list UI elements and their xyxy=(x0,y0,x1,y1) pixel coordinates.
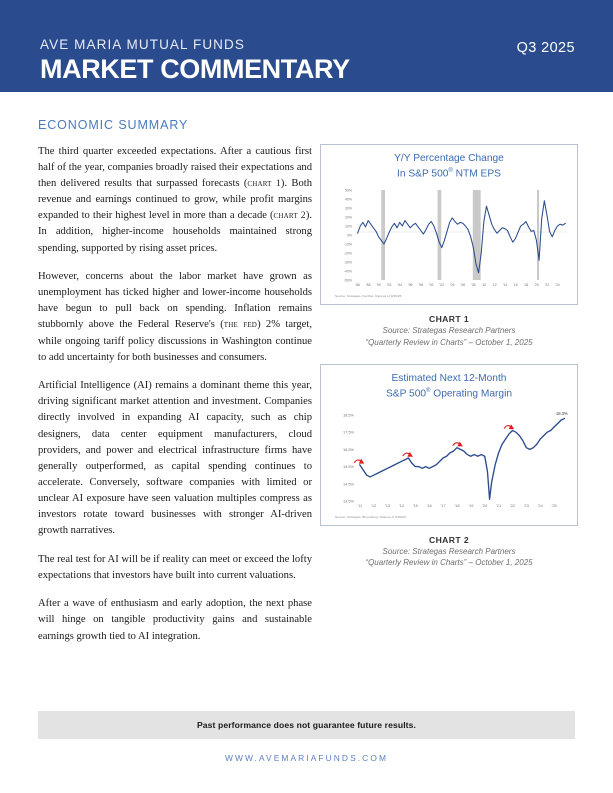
y-tick-label: -20% xyxy=(343,251,352,256)
disclaimer-bar xyxy=(38,711,575,739)
paragraph-1: The third quarter exceeded expectations. After a cautious first half of the year, companies broadly raised their expectations and then delivered results that surpassed forecasts (chart 1). Both revenue and earnings continued to grow, while profit margins expanded to their highest level in more than a decade (chart 2). In addition, higher-income households maintained strong spending, supported by rising asset prices. xyxy=(38,146,312,254)
page-title: MARKET COMMENTARY xyxy=(40,53,350,84)
chart-2-svg xyxy=(327,403,571,521)
x-tick-label: '12 xyxy=(492,283,497,288)
x-tick-label: '00 xyxy=(428,283,434,288)
chart-1-caption-quote: “Quarterly Review in Charts” – October 1, 2025 xyxy=(365,337,533,347)
x-tick-label: '22 xyxy=(509,502,516,508)
x-tick-label: '23 xyxy=(523,502,529,508)
paragraph-5: After a wave of enthusiasm and early adoption, the next phase will hinge on tangible productivity gains and sustainable earnings growth tied to AI integration. xyxy=(38,598,312,642)
x-tick-label: '17 xyxy=(440,502,446,508)
y-tick-label: 17.5% xyxy=(342,429,354,435)
page-header xyxy=(0,0,613,92)
chart-1-title-pre: In S&P 500 xyxy=(397,168,449,180)
chart-2-peak-markers xyxy=(354,424,514,463)
chart-1-title xyxy=(327,152,571,180)
inline-reference: the fed xyxy=(223,319,258,331)
x-tick-label: '22 xyxy=(544,283,550,288)
x-tick-label: '06 xyxy=(460,283,466,288)
chart-2-title-pre: S&P 500 xyxy=(386,388,427,400)
registered-mark-icon: ® xyxy=(448,168,453,174)
y-tick-label: -10% xyxy=(343,242,352,247)
peak-arrowhead-icon xyxy=(457,441,463,446)
brand-name: AVE MARIA MUTUAL FUNDS xyxy=(40,37,245,52)
chart-1-caption-label: CHART 1 xyxy=(428,314,470,325)
y-tick-label: -50% xyxy=(343,278,352,283)
y-tick-label: -40% xyxy=(343,269,352,274)
y-tick-label: 30% xyxy=(344,206,352,211)
chart-2-caption-label: CHART 2 xyxy=(428,534,470,545)
chart-1-y-axis-labels xyxy=(344,189,352,283)
y-tick-label: 20% xyxy=(344,215,352,220)
x-tick-label: '10 xyxy=(481,283,487,288)
chart-2-title-line-1: Estimated Next 12-Month xyxy=(391,373,507,385)
x-tick-label: '96 xyxy=(407,283,413,288)
x-tick-label: '21 xyxy=(496,502,502,508)
chart-2-title-post: Operating Margin xyxy=(430,388,512,400)
paragraph-3: Artificial Intelligence (AI) remains a dominant theme this year, driving significant market attention and investment. Companies directly involved in expanding AI capacity, such as chip designers, data center equipment manufacturers, cloud providers, and power and electrical infrastructure firms have generally outperformed, as capital spending continues to accelerate. Conversely, software companies with limited or unclear AI exposure have seen valuation multiples compress as investors rotate toward businesses with stronger AI-driven growth narratives. xyxy=(38,380,312,537)
y-tick-label: 0% xyxy=(346,233,352,238)
x-tick-label: '20 xyxy=(482,502,488,508)
chart-2-caption-quote: “Quarterly Review in Charts” – October 1, 2025 xyxy=(365,558,533,568)
header-inner xyxy=(40,38,575,84)
y-tick-label: 15.5% xyxy=(342,463,354,469)
x-tick-label: '98 xyxy=(418,283,424,288)
chart-2-box xyxy=(320,364,578,525)
peak-arrowhead-icon xyxy=(407,452,413,457)
chart-2-title xyxy=(327,372,571,400)
x-tick-label: '14 xyxy=(502,283,508,288)
y-tick-label: 16.5% xyxy=(342,446,354,452)
chart-2-data-line xyxy=(360,418,565,499)
peak-arrowhead-icon xyxy=(509,424,515,429)
x-tick-label: '16 xyxy=(513,283,518,288)
chart-1-title-post: NTM EPS xyxy=(452,168,501,180)
x-tick-label: '25 xyxy=(551,502,557,508)
chart-2-plot xyxy=(327,403,571,521)
x-tick-label: '11 xyxy=(357,502,363,508)
text-column xyxy=(38,118,312,645)
chart-1-plot xyxy=(327,182,571,300)
chart-2-title-line-2 xyxy=(327,385,571,400)
recession-band xyxy=(537,190,539,280)
chart-1-caption-source: Source: Strategas Research Partners xyxy=(382,326,516,336)
y-tick-label: 13.5% xyxy=(342,498,354,504)
section-heading-economic-summary: ECONOMIC SUMMARY xyxy=(38,118,189,132)
y-tick-label: 50% xyxy=(344,188,352,193)
recession-band xyxy=(438,190,442,280)
chart-1-title-line-2 xyxy=(327,165,571,180)
x-tick-label: '08 xyxy=(471,283,476,288)
chart-1-x-axis-labels xyxy=(355,283,559,287)
chart-2-caption-source: Source: Strategas Research Partners xyxy=(382,546,516,556)
x-tick-label: '86 xyxy=(355,283,360,288)
x-tick-label: '18 xyxy=(454,502,460,508)
x-tick-label: '02 xyxy=(439,283,445,288)
x-tick-label: '24 xyxy=(555,283,560,288)
chart-1-recession-bands xyxy=(381,190,539,280)
recession-band xyxy=(381,190,385,280)
chart-2-caption xyxy=(320,534,578,569)
chart-2-value-annotation: 18.3% xyxy=(555,410,568,416)
x-tick-label: '14 xyxy=(398,502,404,508)
paragraph-2: However, concerns about the labor market have grown as unemployment has ticked higher and lower-income households have begun to pull back on spending. Inflation remains stubbornly above the Federal Reserve's (the fed) 2% target, while ongoing tariff policy discussions in Washington continue to add uncertainty for both businesses and consumers. xyxy=(38,271,312,363)
quarter-label: Q3 2025 xyxy=(516,40,575,56)
footer-website-url[interactable]: WWW.AVEMARIAFUNDS.COM xyxy=(224,753,389,763)
x-tick-label: '88 xyxy=(365,283,371,288)
chart-1-source-note: Source: Strategas, FactSet, Data as of 9/30/25 xyxy=(335,294,402,299)
x-tick-label: '04 xyxy=(450,283,455,288)
x-tick-label: '92 xyxy=(386,283,392,288)
x-tick-label: '16 xyxy=(426,502,432,508)
y-tick-label: 14.5% xyxy=(342,481,354,487)
chart-2-x-axis-labels xyxy=(357,503,556,508)
chart-2-source-note: Source: Strategas, Bloomberg, Data as of 9/30/25 xyxy=(335,514,406,519)
y-tick-label: -30% xyxy=(343,260,352,265)
chart-1-data-line xyxy=(358,201,566,273)
chart-1-svg xyxy=(327,182,571,300)
inline-reference: chart 1 xyxy=(247,178,281,190)
chart-1-caption xyxy=(320,313,578,348)
chart-column xyxy=(320,144,578,585)
x-tick-label: '15 xyxy=(412,502,418,508)
peak-arrowhead-icon xyxy=(359,459,365,464)
x-tick-label: '13 xyxy=(385,502,391,508)
x-tick-label: '19 xyxy=(468,502,474,508)
disclaimer-text: Past performance does not guarantee future results. xyxy=(196,720,417,730)
chart-1-title-line-1: Y/Y Percentage Change xyxy=(394,153,504,164)
x-tick-label: '24 xyxy=(537,502,543,508)
y-tick-label: 18.5% xyxy=(342,412,354,418)
y-tick-label: 40% xyxy=(344,197,352,202)
x-tick-label: '12 xyxy=(371,502,377,508)
chart-2-y-axis-labels xyxy=(343,412,355,503)
registered-mark-icon: ® xyxy=(426,388,431,395)
chart-1-box xyxy=(320,144,578,305)
inline-reference: chart 2 xyxy=(273,210,306,222)
x-tick-label: '90 xyxy=(376,283,381,288)
y-tick-label: 10% xyxy=(344,224,352,229)
x-tick-label: '20 xyxy=(534,283,539,288)
x-tick-label: '94 xyxy=(397,283,402,288)
x-tick-label: '18 xyxy=(523,283,529,288)
paragraph-4: The real test for AI will be if reality can meet or exceed the lofty expectations that investors have built into current valuations. xyxy=(38,553,312,581)
